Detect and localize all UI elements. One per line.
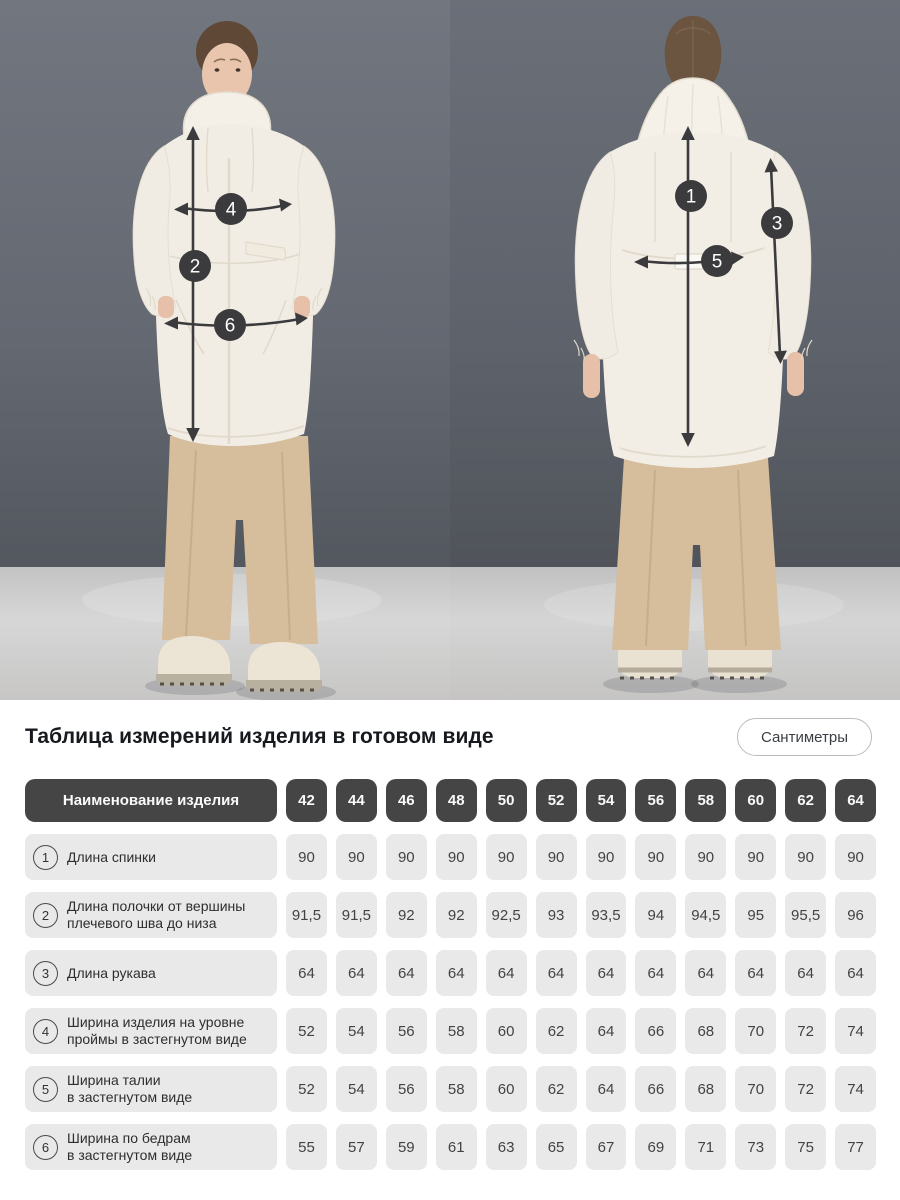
measurement-value-cell: 69 bbox=[635, 1124, 676, 1170]
svg-text:3: 3 bbox=[771, 213, 783, 235]
measurement-value-cell: 90 bbox=[586, 834, 627, 880]
measurement-value-cell: 67 bbox=[586, 1124, 627, 1170]
measurement-value-cell: 60 bbox=[486, 1008, 527, 1054]
measurement-value-cell: 92 bbox=[436, 892, 477, 938]
measurement-value-cell: 60 bbox=[486, 1066, 527, 1112]
svg-text:6: 6 bbox=[224, 315, 236, 337]
row-label-line: плечевого шва до низа bbox=[67, 915, 217, 931]
measurement-value-cell: 64 bbox=[336, 950, 377, 996]
measurement-value-cell: 64 bbox=[586, 950, 627, 996]
row-label bbox=[67, 849, 156, 866]
measurement-value-cell: 90 bbox=[336, 834, 377, 880]
measurement-value-cell: 56 bbox=[386, 1066, 427, 1112]
measurement-value-cell: 70 bbox=[735, 1008, 776, 1054]
measurement-value-cell: 57 bbox=[336, 1124, 377, 1170]
measurement-value-cell: 64 bbox=[785, 950, 826, 996]
page-title: Таблица измерений изделия в готовом виде bbox=[25, 725, 494, 748]
row-number-badge: 2 bbox=[33, 903, 58, 928]
section-header bbox=[25, 718, 872, 756]
measurement-value-cell: 72 bbox=[785, 1066, 826, 1112]
measurement-value-cell: 54 bbox=[336, 1066, 377, 1112]
svg-text:4: 4 bbox=[225, 199, 237, 221]
size-column-header: 44 bbox=[336, 779, 377, 822]
measurement-value-cell: 93 bbox=[536, 892, 577, 938]
measurement-value-cell: 55 bbox=[286, 1124, 327, 1170]
table-row-label-cell bbox=[25, 1066, 277, 1112]
measurement-value-cell: 52 bbox=[286, 1008, 327, 1054]
size-column-header: 50 bbox=[486, 779, 527, 822]
measurement-value-cell: 77 bbox=[835, 1124, 876, 1170]
measurement-value-cell: 54 bbox=[336, 1008, 377, 1054]
row-number-badge: 3 bbox=[33, 961, 58, 986]
measurement-value-cell: 90 bbox=[635, 834, 676, 880]
row-label-line: в застегнутом виде bbox=[67, 1089, 193, 1105]
measurement-value-cell: 92 bbox=[386, 892, 427, 938]
size-column-header: 56 bbox=[635, 779, 676, 822]
measurement-value-cell: 90 bbox=[685, 834, 726, 880]
table-row-label-cell bbox=[25, 892, 277, 938]
measurement-value-cell: 74 bbox=[835, 1008, 876, 1054]
row-number-badge: 4 bbox=[33, 1019, 58, 1044]
row-number-badge: 6 bbox=[33, 1135, 58, 1160]
measurement-value-cell: 94,5 bbox=[685, 892, 726, 938]
row-label bbox=[67, 1014, 247, 1048]
measurement-value-cell: 56 bbox=[386, 1008, 427, 1054]
measurement-value-cell: 64 bbox=[536, 950, 577, 996]
table-header-name: Наименование изделия bbox=[25, 779, 277, 822]
measurement-value-cell: 58 bbox=[436, 1008, 477, 1054]
measurement-value-cell: 64 bbox=[685, 950, 726, 996]
svg-text:2: 2 bbox=[189, 256, 201, 278]
measurement-value-cell: 66 bbox=[635, 1066, 676, 1112]
measurement-value-cell: 64 bbox=[735, 950, 776, 996]
measurement-value-cell: 66 bbox=[635, 1008, 676, 1054]
row-label-line: Ширина по бедрам bbox=[67, 1130, 191, 1146]
size-column-header: 48 bbox=[436, 779, 477, 822]
row-label-line: проймы в застегнутом виде bbox=[67, 1031, 247, 1047]
row-label-line: в застегнутом виде bbox=[67, 1147, 193, 1163]
size-column-header: 54 bbox=[586, 779, 627, 822]
row-label-line: Длина спинки bbox=[67, 848, 156, 865]
size-column-header: 42 bbox=[286, 779, 327, 822]
measurement-value-cell: 93,5 bbox=[586, 892, 627, 938]
table-row-label-cell bbox=[25, 834, 277, 880]
measurement-value-cell: 91,5 bbox=[336, 892, 377, 938]
svg-text:1: 1 bbox=[685, 186, 697, 208]
size-column-header: 64 bbox=[835, 779, 876, 822]
measurement-value-cell: 64 bbox=[586, 1008, 627, 1054]
measurement-value-cell: 64 bbox=[635, 950, 676, 996]
size-table bbox=[25, 779, 876, 1170]
table-row-label-cell bbox=[25, 1124, 277, 1170]
size-column-header: 52 bbox=[536, 779, 577, 822]
row-label bbox=[67, 965, 156, 982]
row-label-line: Длина полочки от вершины bbox=[67, 898, 246, 914]
measurement-value-cell: 91,5 bbox=[286, 892, 327, 938]
measurement-value-cell: 62 bbox=[536, 1008, 577, 1054]
size-column-header: 58 bbox=[685, 779, 726, 822]
row-label bbox=[67, 1072, 192, 1106]
measurement-value-cell: 52 bbox=[286, 1066, 327, 1112]
measurement-value-cell: 90 bbox=[486, 834, 527, 880]
measurement-value-cell: 90 bbox=[785, 834, 826, 880]
measurement-value-cell: 92,5 bbox=[486, 892, 527, 938]
measurement-value-cell: 68 bbox=[685, 1008, 726, 1054]
measurement-value-cell: 63 bbox=[486, 1124, 527, 1170]
measurement-value-cell: 74 bbox=[835, 1066, 876, 1112]
measurement-value-cell: 62 bbox=[536, 1066, 577, 1112]
measurement-value-cell: 64 bbox=[386, 950, 427, 996]
measurement-value-cell: 95 bbox=[735, 892, 776, 938]
measurement-value-cell: 59 bbox=[386, 1124, 427, 1170]
table-row-label-cell bbox=[25, 950, 277, 996]
measurement-value-cell: 68 bbox=[685, 1066, 726, 1112]
size-column-header: 46 bbox=[386, 779, 427, 822]
measurement-value-cell: 64 bbox=[436, 950, 477, 996]
size-column-header: 60 bbox=[735, 779, 776, 822]
size-column-header: 62 bbox=[785, 779, 826, 822]
measurement-value-cell: 90 bbox=[536, 834, 577, 880]
measurement-value-cell: 90 bbox=[835, 834, 876, 880]
measurement-value-cell: 71 bbox=[685, 1124, 726, 1170]
front-photo bbox=[0, 0, 450, 700]
measurement-value-cell: 65 bbox=[536, 1124, 577, 1170]
centimeters-unit-button[interactable]: Сантиметры bbox=[737, 718, 872, 756]
measurement-value-cell: 58 bbox=[436, 1066, 477, 1112]
measurement-value-cell: 64 bbox=[486, 950, 527, 996]
back-photo bbox=[450, 0, 900, 700]
measurement-value-cell: 75 bbox=[785, 1124, 826, 1170]
measurement-value-cell: 64 bbox=[586, 1066, 627, 1112]
measurement-value-cell: 95,5 bbox=[785, 892, 826, 938]
measurement-value-cell: 90 bbox=[436, 834, 477, 880]
measurement-value-cell: 64 bbox=[835, 950, 876, 996]
row-number-badge: 5 bbox=[33, 1077, 58, 1102]
svg-text:5: 5 bbox=[711, 251, 723, 273]
row-label bbox=[67, 898, 245, 932]
measurement-value-cell: 73 bbox=[735, 1124, 776, 1170]
row-label-line: Ширина изделия на уровне bbox=[67, 1014, 245, 1030]
measurement-value-cell: 94 bbox=[635, 892, 676, 938]
measurement-value-cell: 61 bbox=[436, 1124, 477, 1170]
row-number-badge: 1 bbox=[33, 845, 58, 870]
row-label-line: Длина рукава bbox=[67, 964, 156, 981]
measurement-value-cell: 96 bbox=[835, 892, 876, 938]
front-coat bbox=[154, 124, 314, 446]
measurement-value-cell: 90 bbox=[286, 834, 327, 880]
row-label bbox=[67, 1130, 192, 1164]
measurement-value-cell: 64 bbox=[286, 950, 327, 996]
measurement-value-cell: 90 bbox=[735, 834, 776, 880]
measurement-value-cell: 70 bbox=[735, 1066, 776, 1112]
measurement-value-cell: 90 bbox=[386, 834, 427, 880]
row-label-line: Ширина талии bbox=[67, 1072, 161, 1088]
table-row-label-cell bbox=[25, 1008, 277, 1054]
measurement-value-cell: 72 bbox=[785, 1008, 826, 1054]
measurements-section bbox=[0, 700, 900, 1200]
